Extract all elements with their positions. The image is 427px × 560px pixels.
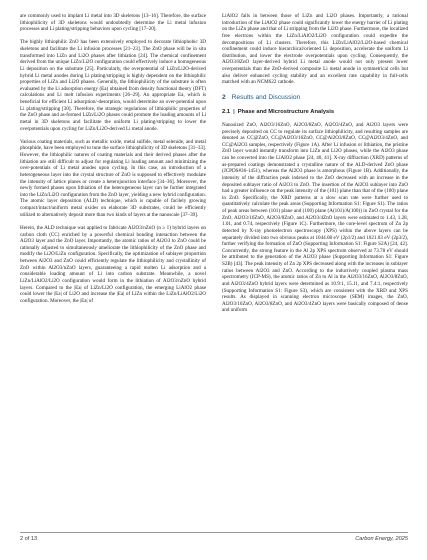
subsection-heading xyxy=(222,109,408,116)
section-number: 2 xyxy=(222,93,226,101)
footer-divider xyxy=(20,532,408,533)
right-column xyxy=(222,13,408,314)
subsection-title: Phase and Microstructure Analysis xyxy=(237,108,335,115)
left-column xyxy=(20,13,206,304)
paragraph: The highly lithiophilic ZnO has been extensively employed to decorate lithiophobic 3D skeletons and facilitate the Li infusion processes [21–23]. The ZnO phase will be in situ transformed into LiZn and Li2O phases after lithiation [24]. The chemical confinement derived from the unique LiZn/Li2O configuration could effectively induce a homogeneous Li deposition on the substrate [25]. Particularly, the overpotential of LiZn/Li2O-derived hybrid Li metal anodes during Li plating/stripping is highly dependent on the lithiophilic properties of LiZn and Li2O phases. Generally, the lithiophilicity of the substrate is often evaluated by the Li adsorption energy (Ea) obtained from density functional theory (DFT) calculations and Li melt infusion experiments [26–29]. An appropriate Ea, which is beneficial for efficient Li adsorption/-desorption, would determine an over-potential upon Li plating/stripping [30]. Therefore, the strategic regulations of lithiophilic properties of the ZnO phase and as-formed LiZn/Li2O phases could promote the loading amounts of Li metal in 3D skeletons and facilitate the uniform Li plating/stripping to lower the overpotentials upon cycling for LiZn/Li2O-derived Li metal anode. xyxy=(20,39,206,132)
section-heading xyxy=(222,94,408,102)
heading-separator: | xyxy=(233,108,235,115)
subsection-number: 2.1 xyxy=(222,108,231,115)
paragraph: Herein, the ALD technique was applied to fabricate Al2O3/nZnO (n ≥ 1) hybrid layers on carbon cloth (CC) enriched by a powerful chemical bonding interaction between the Al2O3 layer and the ZnO layer. Importantly, the atomic ratios of Al2O3 to ZnO could be rationally adjusted to simultaneously ameliorate the lithiophilicity of the ZnO phase and modify the Li2O/LiZn configuration. Specifically, the optimization of sublayer proportion between Al2O3 and ZnO could efficiently regulate the lithiophilicity and crystallinity of ZnO within Al2O3/nZnO layers, guaranteeing a rapid molten Li adsorption and a considerable loading amount of Li into carbon substrate. Meanwhile, a novel LiZn/LiAlO2/Li2O configuration would form in the lithiation of Al2O3/nZnO hybrid layers. Compared to the |Ea| of LiZn/Li2O configuration, the emerging LiAlO2 phase could lower the |Ea| of Li2O and increase the |Ea| of LiZn within the LiZn/LiAlO2/Li2O configuration. Moreover, the |Ea| of xyxy=(20,224,206,304)
paragraph: LiAlO2 falls in between those of LiZn and Li2O phases. Importantly, a rational introduction of the LiAlO2 phase could significantly lower the energy barrier of Li plating on the LiZn phase and that of Li stripping from the Li2O phase. Furthermore, the localized free electrons within the LiZn/LiAlO2/Li2O configuration could expedite the decompositions of Li clusters. Therefore, this LiZn/LiAlO2/Li2O-based chemical confinement could induce hierarchical/oriented Li deposition, accelerate the uniform Li distribution, and lower the electrode overpotentials upon cycling. Consequently, the Al2O3/8ZnO layer-derived hybrid Li metal anode would not only present lower overpotentials than the ZnO-derived composite Li metal anode in symmetrical cells but also deliver enhanced cycling stability and an excellent rate capability in full-cells matched with an NCM622 cathode. xyxy=(222,13,408,86)
section-title: Results and Discussion xyxy=(231,93,301,101)
journal-name: Carbon Energy, 2025 xyxy=(355,536,408,542)
paragraph: Nanosized ZnO, Al2O3/16ZnO, Al2O3/8ZnO, Al2O3/4ZnO, and Al2O3 layers were precisely deposited on CC to regulate its surface lithiophilicity, and resulting samples are denoted as CC@ZnO, CC@Al2O3/16ZnO, CC@Al2O3/8ZnO, CC@Al2O3/4ZnO, and CC@Al2O3 samples, respectively (Figure 1A). After Li infusion or lithiation, the pristine ZnO layer would instantly transform into LiZn and Li2O phases, while the Al2O3 phase can be converted into the LiAlO2 phase [24, 40, 41]. X-ray diffraction (XRD) patterns of as-prepared coatings demonstrated a crystalline nature of the ALD-derived ZnO phase (JCPDS#36-1451), whereas the Al2O3 phase is amorphous (Figure 1B). Additionally, the intensity of the diffraction peak indexed to the ZnO decreased with an increase in the deposited sublayer ratio of Al2O3 to ZnO. The insertion of the Al2O3 sublayer into ZnO had a greater influence on the peak intensity of the (101) plane than that of the (100) plane in ZnO. Specifically, the XRD patterns at a slow scan rate were further used to quantitatively calculate the peak areas (Supporting Information S1: Figure S1). The ratios of peak areas between (101) plane and (100) plane (A(101)/A(100)) in ZnO crystal for the ZnO, Al2O3/16ZnO, Al2O3/8ZnO, and Al2O3/4ZnO layers were estimated to 1.43, 1.28, 1.01, and 0.74, respectively (Figure 1C). Furthermore, the core-level spectrum of Zn 2p detected by X-ray photoelectron spectroscopy (XPS) within the above layers can be separately divided into two obvious peaks at 1044.08 eV (2p1/2) and 1021.03 eV (2p3/2), further verifying the formation of ZnO (Supporting Information S1: Figure S2A) [24, 42]. Concurrently, the strong feature in the Al 2p XPS spectrum observed at 73.78 eV should be attributed to the generation of the Al2O3 phase (Supporting Information S1: Figure S2B) [43]. The peak intensity of Zn 2p XPS decreased along with the increases in sublayer ratios between Al2O3 and ZnO. According to the inductively coupled plasma mass spectrometry (ICP-MS), the atomic ratios of Zn to Al in the Al2O3/16ZnO, Al2O3/8ZnO, and Al2O3/4ZnO hybrid layers were determined as 10.9:1, 15.11, and 7.4:1, respectively (Supporting Information S1: Figure S3), which are consistent with the XRD and XPS results. As displayed in scanning electron microscope (SEM) images, the ZnO, Al2O3/16ZnO, Al2O3/8ZnO, and Al2O3/4ZnO layers were basically composed of dense and uniform xyxy=(222,121,408,314)
paragraph: Various coating materials, such as metallic oxide, metal sulfide, metal selenide, and metal phosphide, have been employed to tune the surface lithiophilicity of 3D skeletons [31–33]. However, the lithiophilic natures of coating materials and their derived phases after the lithiation are still difficult to adjust for regulating Li loading amount and minimizing the over-potentials of Li metal anodes upon cycling. In this case, an introduction of a heterogeneous layer into the crystal structure of ZnO is supposed to effectively modulate the intensity of lattice planes or create a heterojunction interface [34–36]. Moreover, the newly formed phases upon lithiation of the heterogeneous layer can be further integrated into the LiZn/Li2O configuration from the ZnO layer, yielding a new hybrid configuration. The atomic layer deposition (ALD) technique, which is capable of facilely growing compact/intact/uniform metal oxides on elaborate 3D substrates, could be efficiently utilized to alternatively deposit more than two kinds of layers at the nanoscale [37–39]. xyxy=(20,138,206,218)
paragraph: are commonly used to implant Li metal into 3D skeletons [13–16]. Therefore, the surface lithiophilicity of 3D skeletons would undoubtedly determine the Li metal infusion processes and Li plating/stripping behaviors upon cycling [17–20]. xyxy=(20,13,206,33)
page-number: 2 of 13 xyxy=(20,536,38,542)
